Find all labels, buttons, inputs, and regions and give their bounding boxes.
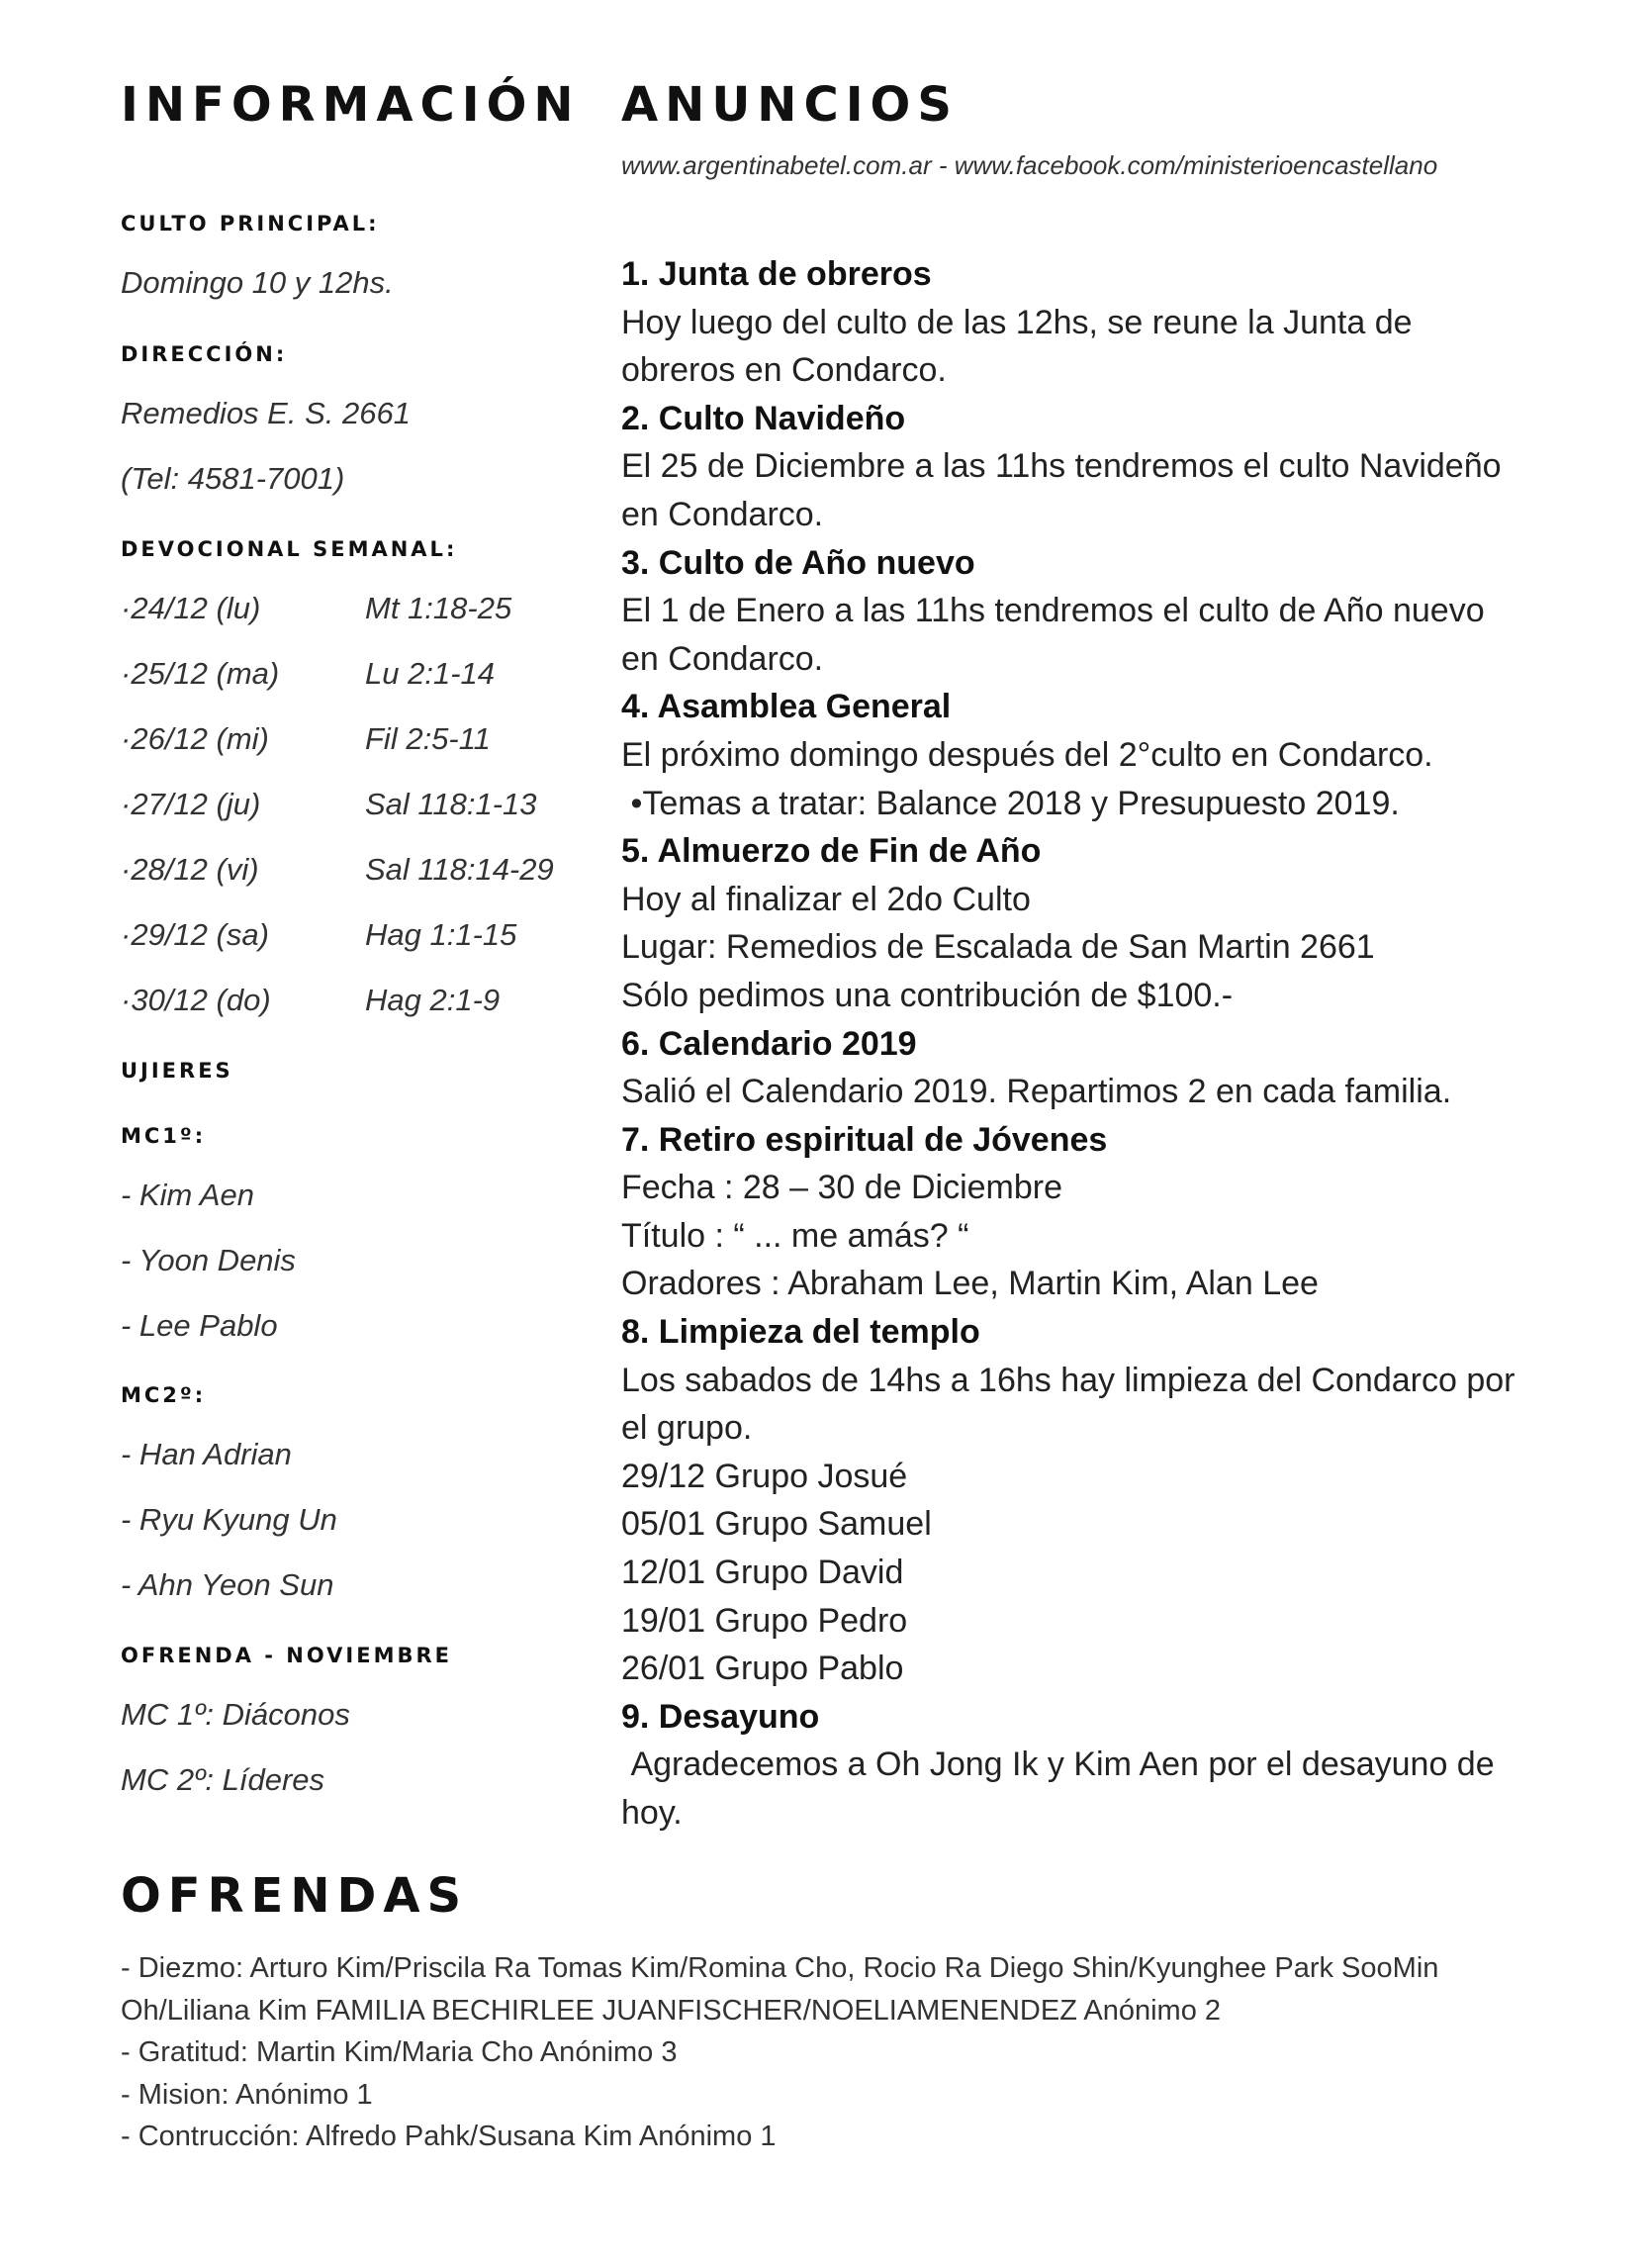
announcement-line: Oradores : Abraham Lee, Martin Kim, Alan Lee <box>621 1265 1319 1303</box>
ofrenda-entry: - Diezmo: Arturo Kim/Priscila Ra Tomas Kim/Romina Cho, Rocio Ra Diego Shin/Kyunghee Park SooMin Oh/Liliana Kim FAMILIA BECHIRLEE JUANFISCHER/NOELIAMENENDEZ Anónimo 2 <box>121 1952 1439 2027</box>
announcement-item <box>621 683 1630 827</box>
announcement-line: 05/01 Grupo Samuel <box>621 1505 932 1544</box>
announcements-list <box>621 250 1630 1838</box>
info-heading: INFORMACIÓN <box>121 77 581 133</box>
mc2-label: MC2º: <box>121 1383 207 1407</box>
ofrenda-noviembre-label: OFRENDA - NOVIEMBRE <box>121 1644 453 1667</box>
announcement-title: 8. Limpieza del templo <box>621 1313 980 1352</box>
ofrenda-entry: - Contrucción: Alfredo Pahk/Susana Kim Anónimo 1 <box>121 2121 777 2152</box>
direccion-line: Remedios E. S. 2661 <box>121 396 411 430</box>
devocional-day: ·25/12 (ma) <box>121 656 280 691</box>
devocional-day: ·29/12 (sa) <box>121 917 269 952</box>
announcement-line: Hoy al finalizar el 2do Culto <box>621 880 1031 918</box>
websites-line: www.argentinabetel.com.ar - www.facebook.com/ministerioencastellano <box>621 150 1438 180</box>
announcement-title: 5. Almuerzo de Fin de Año <box>621 832 1042 871</box>
announcement-line: El 1 de Enero a las 11hs tendremos el culto de Año nuevo <box>621 592 1485 630</box>
mc2-member: - Ryu Kyung Un <box>121 1502 337 1537</box>
announcement-item <box>621 1020 1630 1116</box>
mc1-member: - Yoon Denis <box>121 1243 296 1277</box>
ofrenda-entry: - Mision: Anónimo 1 <box>121 2078 373 2111</box>
announcement-item <box>621 1693 1630 1838</box>
announcement-line: el grupo. <box>621 1409 753 1448</box>
devocional-ref: Sal 118:1-13 <box>365 787 537 821</box>
culto-label: CULTO PRINCIPAL: <box>121 212 380 236</box>
ujieres-label: UJIERES <box>121 1059 233 1083</box>
announcement-line: Agradecemos a Oh Jong Ik y Kim Aen por el desayuno de <box>621 1746 1495 1784</box>
announcement-line: Hoy luego del culto de las 12hs, se reune la Junta de <box>621 303 1413 341</box>
announcement-item <box>621 395 1630 539</box>
announcement-line: Salió el Calendario 2019. Repartimos 2 en cada familia. <box>621 1073 1452 1111</box>
announcement-line: Sólo pedimos una contribución de $100.- <box>621 976 1234 1014</box>
announcement-line: El 25 de Diciembre a las 11hs tendremos el culto Navideño <box>621 447 1502 486</box>
mc1-label: MC1º: <box>121 1124 207 1148</box>
announcement-item <box>621 539 1630 684</box>
devocional-ref: Lu 2:1-14 <box>365 656 495 691</box>
announcement-line: en Condarco. <box>621 639 824 678</box>
ofrendas-list <box>121 1947 1575 2158</box>
culto-value: Domingo 10 y 12hs. <box>121 265 394 300</box>
direccion-label: DIRECCIÓN: <box>121 342 288 366</box>
announcement-line: hoy. <box>621 1794 683 1832</box>
mc2-member: - Ahn Yeon Sun <box>121 1567 334 1602</box>
devocional-ref: Sal 118:14-29 <box>365 852 554 887</box>
ofrendas-heading: OFRENDAS <box>121 1868 469 1924</box>
announcement-item <box>621 1308 1630 1693</box>
ofrenda-line: MC 1º: Diáconos <box>121 1697 350 1732</box>
announcement-line: 12/01 Grupo David <box>621 1554 904 1592</box>
announcement-title: 6. Calendario 2019 <box>621 1024 917 1063</box>
devocional-ref: Hag 2:1-9 <box>365 983 501 1017</box>
mc1-member: - Kim Aen <box>121 1178 254 1212</box>
announcement-title: 3. Culto de Año nuevo <box>621 543 975 582</box>
devocional-day: ·30/12 (do) <box>121 983 271 1017</box>
announcement-title: 1. Junta de obreros <box>621 255 932 293</box>
devocional-day: ·24/12 (lu) <box>121 591 261 625</box>
announcement-line: Fecha : 28 – 30 de Diciembre <box>621 1169 1063 1207</box>
announcement-line: 19/01 Grupo Pedro <box>621 1601 908 1640</box>
devocional-ref: Fil 2:5-11 <box>365 721 491 756</box>
mc1-member: - Lee Pablo <box>121 1308 278 1343</box>
ofrenda-line: MC 2º: Líderes <box>121 1762 325 1797</box>
ofrenda-entry: - Gratitud: Martin Kim/Maria Cho Anónimo 3 <box>121 2036 678 2068</box>
telefono-line: (Tel: 4581-7001) <box>121 461 345 496</box>
announcement-item <box>621 1116 1630 1308</box>
devocional-label: DEVOCIONAL SEMANAL: <box>121 537 458 561</box>
announcement-item <box>621 827 1630 1019</box>
announcement-title: 4. Asamblea General <box>621 688 952 726</box>
announcement-title: 7. Retiro espiritual de Jóvenes <box>621 1120 1108 1159</box>
announcement-line: •Temas a tratar: Balance 2018 y Presupuesto 2019. <box>621 784 1400 822</box>
announcement-item <box>621 250 1630 395</box>
announcement-line: obreros en Condarco. <box>621 351 947 390</box>
announcement-line: Lugar: Remedios de Escalada de San Martin 2661 <box>621 928 1375 967</box>
announcement-line: Los sabados de 14hs a 16hs hay limpieza del Condarco por <box>621 1361 1515 1399</box>
announcement-line: en Condarco. <box>621 495 824 533</box>
devocional-day: ·26/12 (mi) <box>121 721 269 756</box>
announcement-title: 9. Desayuno <box>621 1697 820 1736</box>
announcement-title: 2. Culto Navideño <box>621 399 906 437</box>
devocional-day: ·27/12 (ju) <box>121 787 261 821</box>
announcement-line: El próximo domingo después del 2°culto en Condarco. <box>621 735 1433 774</box>
announcement-line: 26/01 Grupo Pablo <box>621 1650 904 1688</box>
mc2-member: - Han Adrian <box>121 1437 292 1471</box>
announcement-line: 29/12 Grupo Josué <box>621 1457 908 1495</box>
anuncios-heading: ANUNCIOS <box>621 77 959 133</box>
devocional-ref: Mt 1:18-25 <box>365 591 512 625</box>
devocional-day: ·28/12 (vi) <box>121 852 259 887</box>
announcement-line: Título : “ ... me amás? “ <box>621 1216 969 1255</box>
devocional-ref: Hag 1:1-15 <box>365 917 517 952</box>
